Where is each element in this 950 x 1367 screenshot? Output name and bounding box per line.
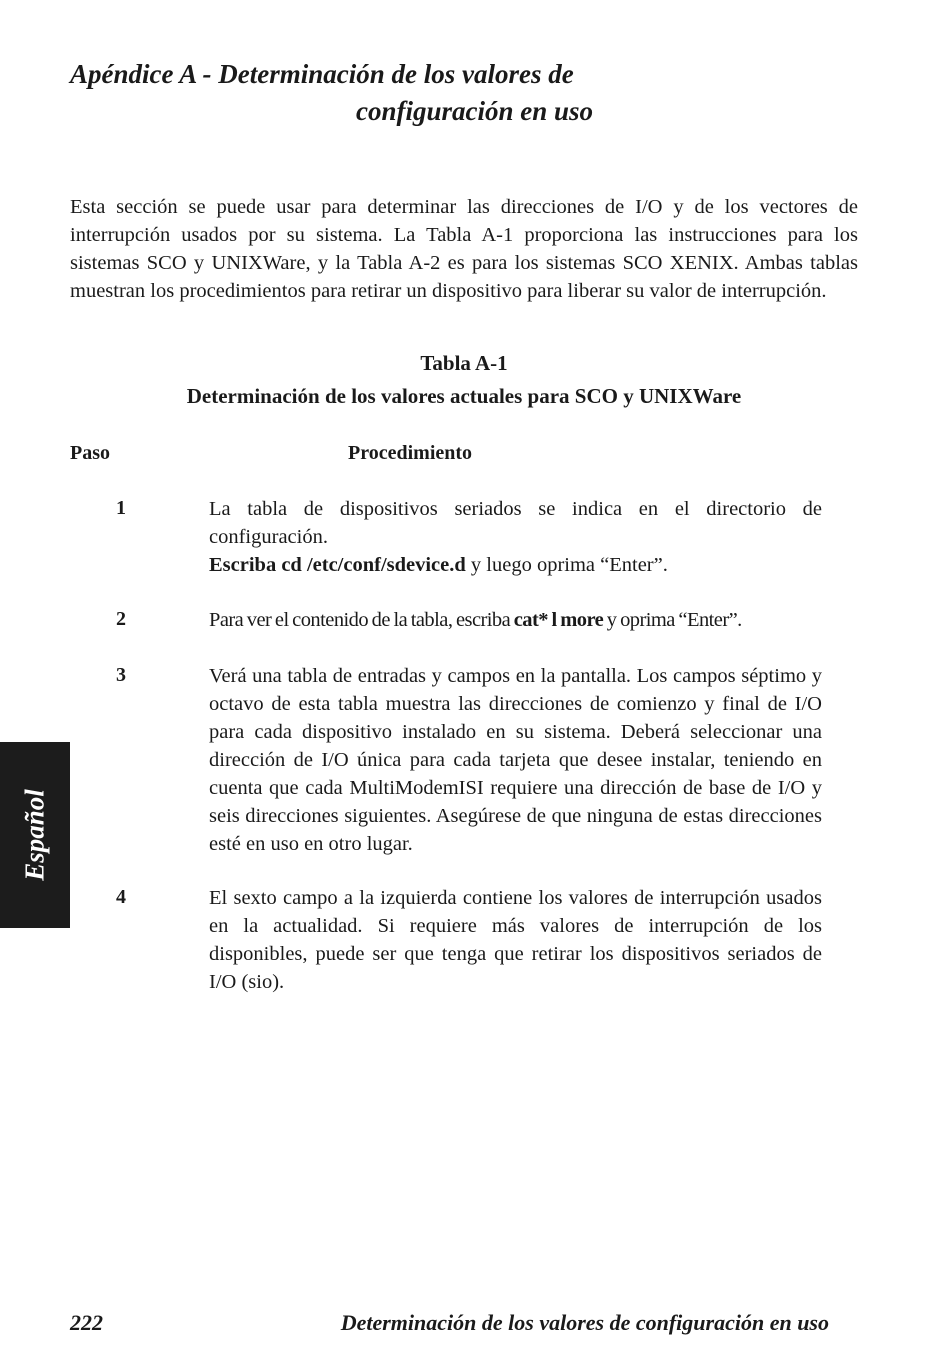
table-label: Tabla A-1 bbox=[420, 351, 508, 375]
running-footer-title: Determinación de los valores de configuración en uso bbox=[340, 1310, 829, 1335]
language-side-tab bbox=[0, 742, 70, 928]
step-description: La tabla de dispositivos seriados se indica en el directorio de configuración. bbox=[209, 498, 822, 548]
step-command: cat* l more bbox=[513, 609, 604, 631]
step-text: Verá una tabla de entradas y campos en la pantalla. Los campos séptimo y octavo de esta tabla muestra las direcciones de comienzo y final de I/O para cada dispositivo instalado en su sistema. Deberá seleccionar una dirección de I/O única para cada tarjeta que desee instalar, teniendo en cuenta que cada MultiModemISI requiere una dirección de base de I/O y seis direcciones siguientes. Asegúrese de que ninguna de estas direcciones esté en uso en otro lugar. bbox=[209, 665, 822, 855]
page-number: 222 bbox=[70, 1310, 103, 1335]
step-instruction: Para ver el contenido de la tabla, escriba bbox=[209, 609, 514, 631]
step-text: El sexto campo a la izquierda contiene los valores de interrupción usados en la actualidad. Si requiere más valores de interrupción de los disponibles, puede ser que tenga que retirar los dispositivos seriados de I/O (sio). bbox=[209, 887, 822, 993]
column-header-step: Paso bbox=[70, 442, 110, 464]
step-instruction: y oprima “Enter”. bbox=[603, 609, 742, 631]
step-number: 3 bbox=[116, 664, 126, 686]
step-text bbox=[209, 495, 822, 579]
step-number: 1 bbox=[116, 497, 126, 519]
language-label: Español bbox=[19, 789, 50, 881]
step-command: Escriba cd /etc/conf/sdevice.d bbox=[209, 554, 466, 576]
table-caption: Determinación de los valores actuales para SCO y UNIXWare bbox=[186, 384, 742, 408]
step-text bbox=[209, 606, 822, 634]
step-instruction: y luego oprima “Enter”. bbox=[465, 554, 668, 576]
page-title-line-1: Apéndice A - Determinación de los valores de bbox=[70, 59, 574, 89]
intro-paragraph: Esta sección se puede usar para determinar las direcciones de I/O y de los vectores de interrupción usados por su sistema. La Tabla A-1 proporciona las instrucciones para los sistemas SCO y UNIXWare, y la Tabla A-2 es para los sistemas SCO XENIX. Ambas tablas muestran los procedimientos para retirar un dispositivo para liberar su valor de interrupción. bbox=[70, 196, 858, 302]
step-number: 2 bbox=[116, 608, 126, 630]
step-number: 4 bbox=[116, 886, 126, 908]
page-title-line-2: configuración en uso bbox=[356, 96, 594, 126]
page-title bbox=[70, 56, 830, 130]
column-header-procedure: Procedimiento bbox=[348, 442, 473, 464]
